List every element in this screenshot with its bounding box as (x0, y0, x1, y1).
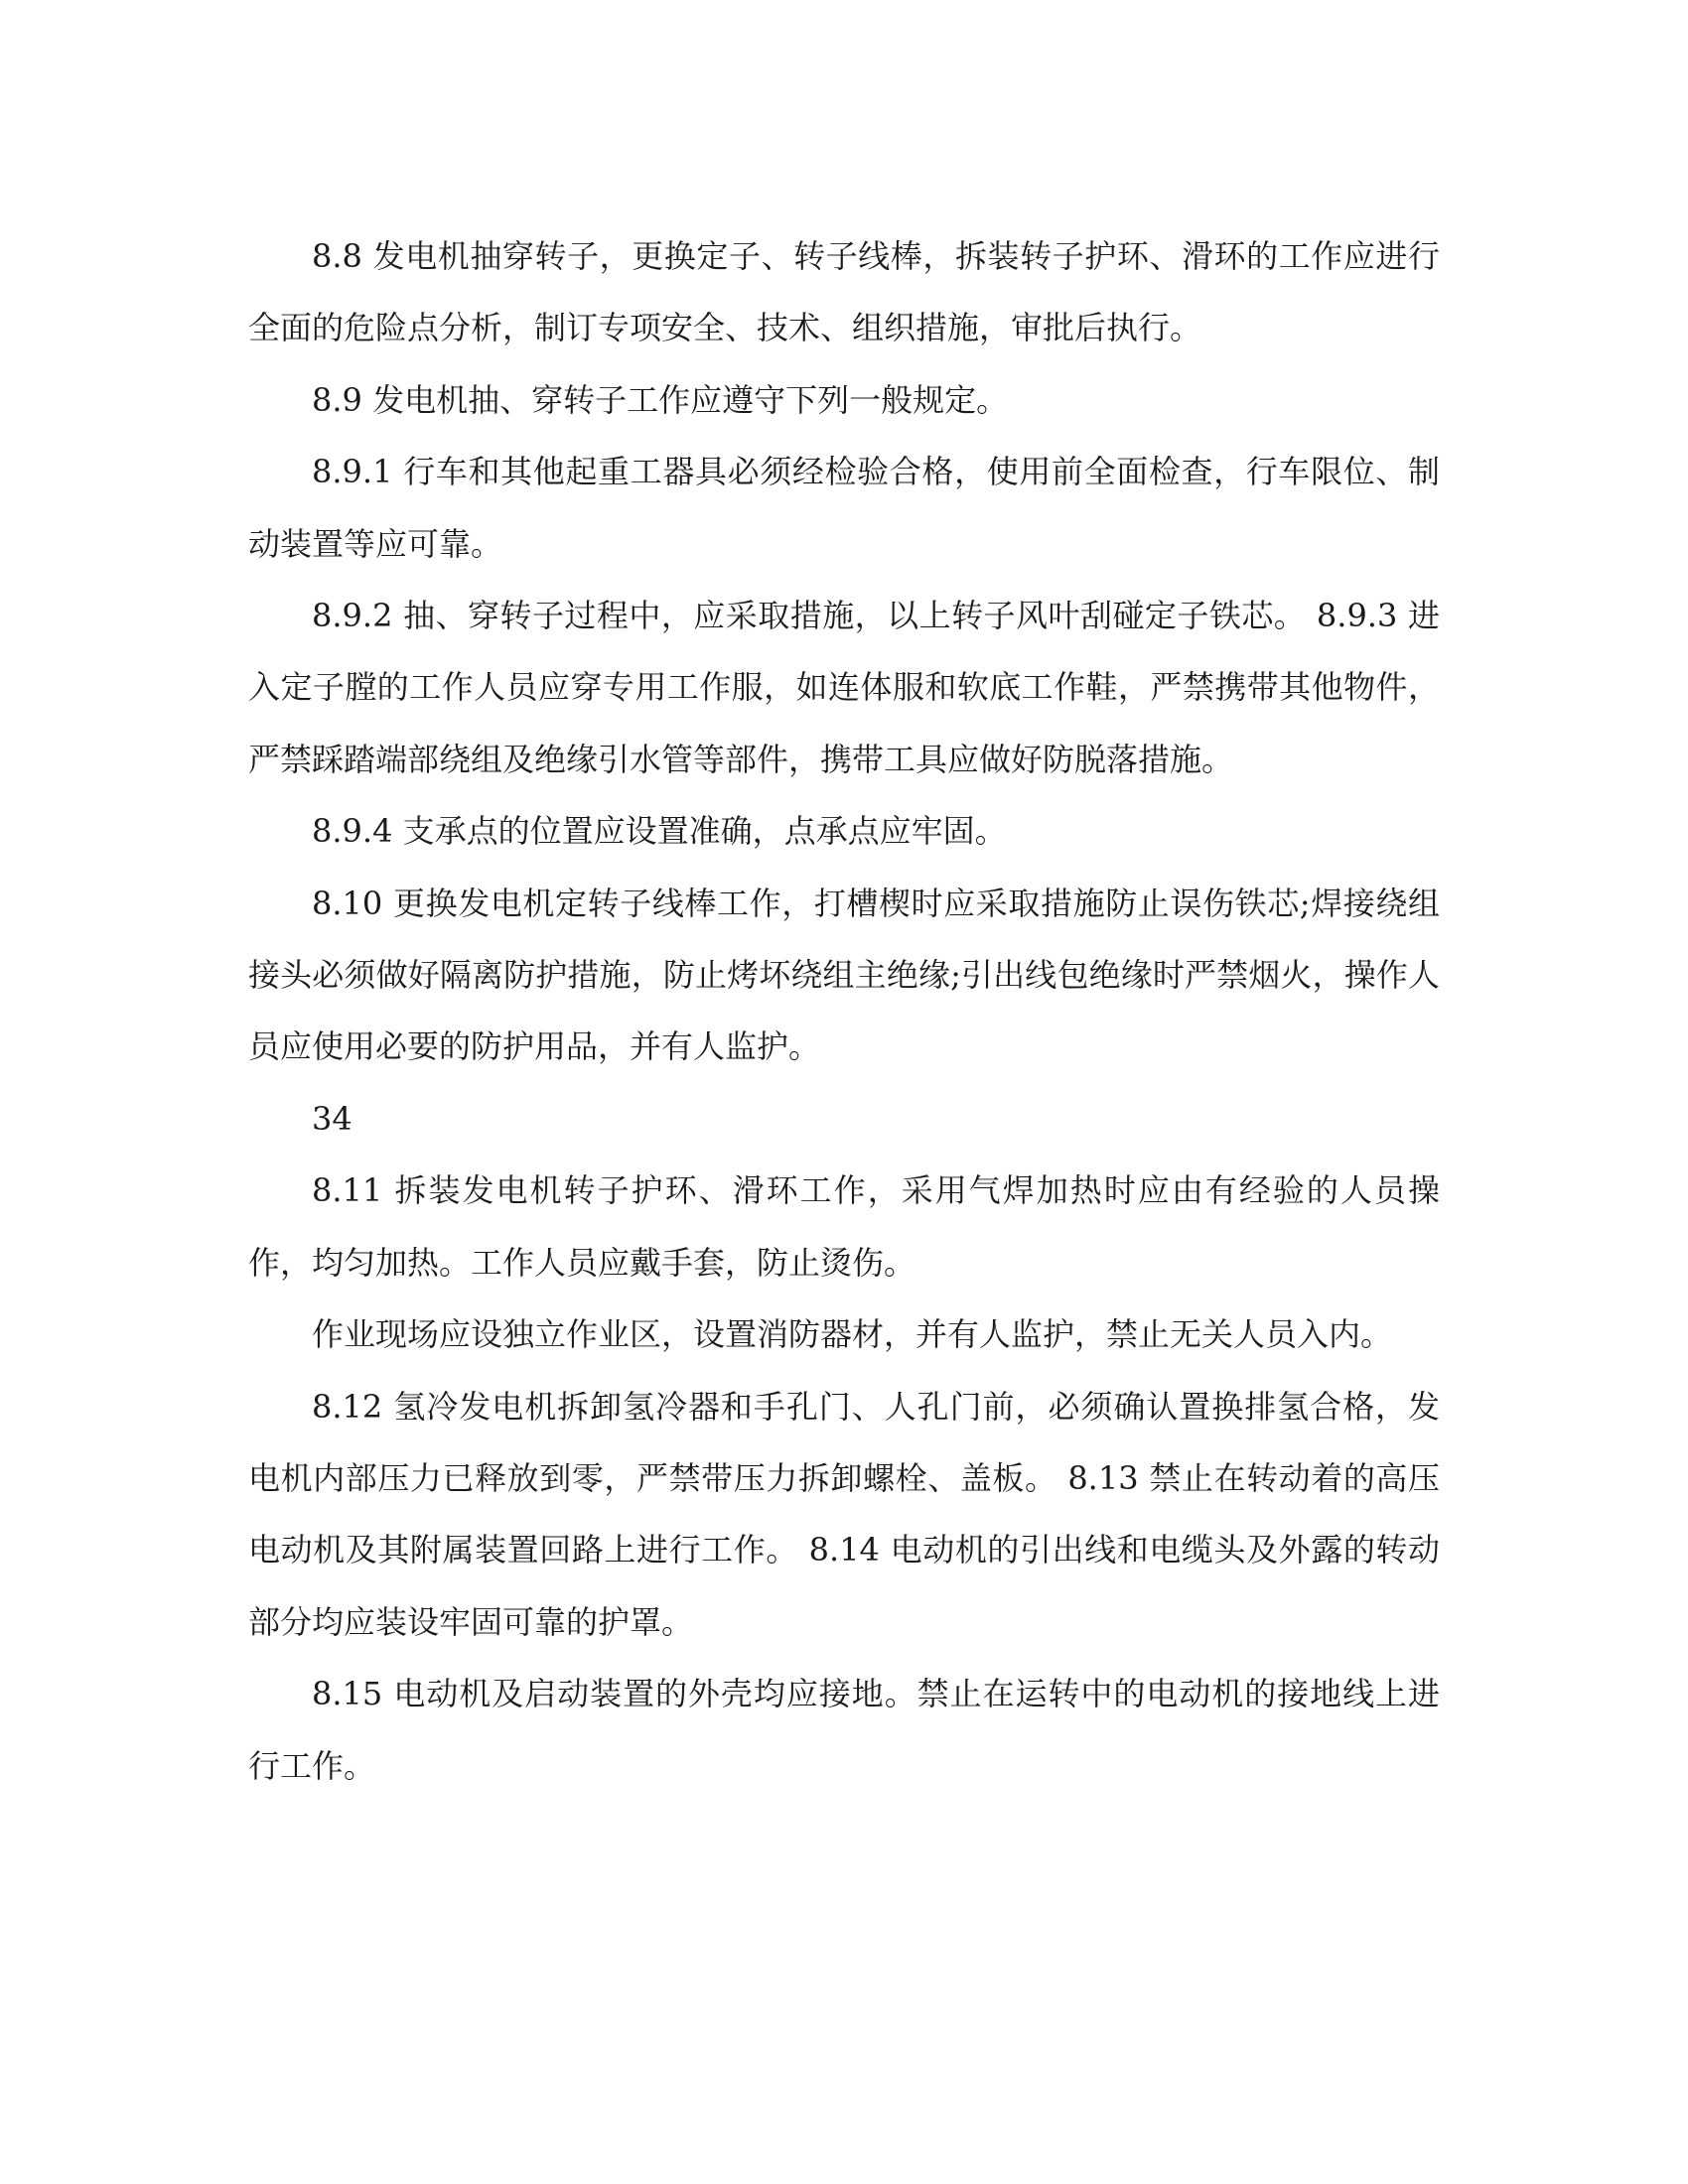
paragraph-8-12: 8.12 氢冷发电机拆卸氢冷器和手孔门、人孔门前，必须确认置换排氢合格，发电机内部压力已释放到零，严禁带压力拆卸螺栓、盖板。 8.13 禁止在转动着的高压电动机及其附属装置回路上进行工作。 8.14 电动机的引出线和电缆头及外露的转动部分均应装设牢固可靠的护罩。 (248, 1387, 1440, 1641)
paragraph-work-zone: 作业现场应设独立作业区，设置消防器材，并有人监护，禁止无关人员入内。 (312, 1315, 1393, 1354)
paragraph-8-9-2: 8.9.2 抽、穿转子过程中，应采取措施，以上转子风叶刮碰定子铁芯。 8.9.3 进入定子膛的工作人员应穿专用工作服，如连体服和软底工作鞋，严禁携带其他物件，严禁踩踏端部绕组及绝缘引水管等部件，携带工具应做好防脱落措施。 (248, 597, 1440, 778)
paragraph-8-9: 8.9 发电机抽、穿转子工作应遵守下列一般规定。 (312, 380, 1009, 419)
paragraph-8-9-1: 8.9.1 行车和其他起重工器具必须经检验合格，使用前全面检查，行车限位、制动装置等应可靠。 (248, 453, 1440, 563)
paragraph-8-15: 8.15 电动机及启动装置的外壳均应接地。禁止在运转中的电动机的接地线上进行工作。 (248, 1675, 1440, 1785)
page-number: 34 (312, 1099, 352, 1138)
paragraph-8-8: 8.8 发电机抽穿转子，更换定子、转子线棒，拆装转子护环、滑环的工作应进行全面的危险点分析，制订专项安全、技术、组织措施，审批后执行。 (248, 237, 1440, 347)
paragraph-8-10: 8.10 更换发电机定转子线棒工作，打槽楔时应采取措施防止误伤铁芯;焊接绕组接头必须做好隔离防护措施，防止烤坏绕组主绝缘;引出线包绝缘时严禁烟火，操作人员应使用必要的防护用品，并有人监护。 (248, 884, 1440, 1066)
paragraph-8-9-4: 8.9.4 支承点的位置应设置准确，点承点应牢固。 (312, 812, 1007, 851)
paragraph-8-11: 8.11 拆装发电机转子护环、滑环工作，采用气焊加热时应由有经验的人员操作，均匀加热。工作人员应戴手套，防止烫伤。 (248, 1171, 1440, 1282)
document-body (248, 220, 1440, 1802)
